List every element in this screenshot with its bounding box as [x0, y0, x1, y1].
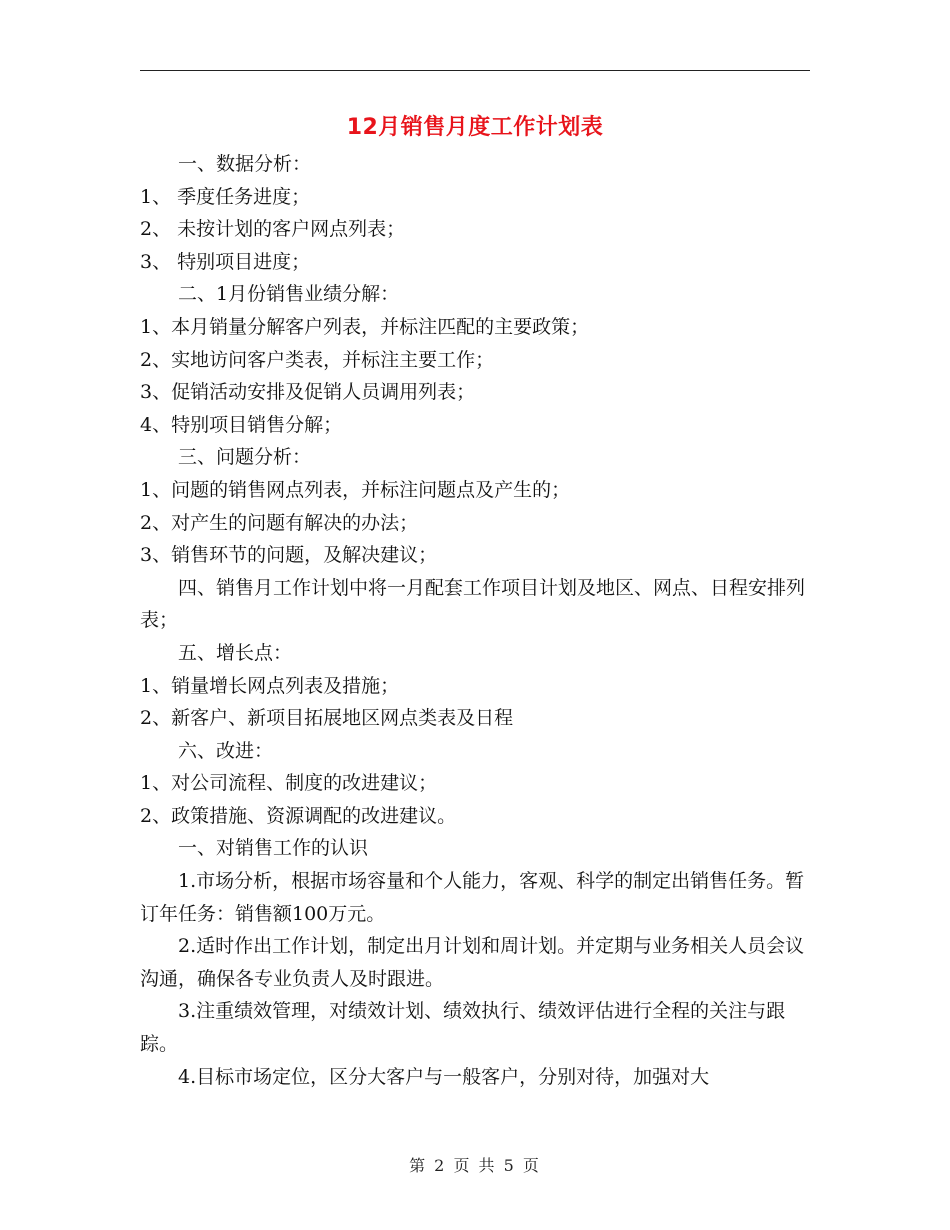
paragraph-line: 五、增长点：: [178, 641, 293, 664]
paragraph-line: 1、对公司流程、制度的改进建议；: [140, 772, 438, 795]
paragraph-line: 4.目标市场定位，区分大客户与一般客户，分别对待，加强对大: [178, 1065, 710, 1088]
paragraph-line: 3、促销活动安排及促销人员调用列表；: [140, 381, 476, 404]
paragraph-line: 一、对销售工作的认识: [178, 837, 369, 860]
paragraph-line: 四、销售月工作计划中将一月配套工作项目计划及地区、网点、日程安排列表；: [140, 576, 806, 632]
paragraph-line: 3、 特别项目进度；: [140, 250, 311, 273]
paragraph-line: 2、政策措施、资源调配的改进建议。: [140, 804, 457, 827]
paragraph-line: 2、新客户、新项目拓展地区网点类表及日程: [140, 707, 514, 730]
paragraph-line: 1、 季度任务进度；: [140, 185, 311, 208]
paragraph-line: 2、对产生的问题有解决的办法；: [140, 511, 419, 534]
header-rule: [140, 70, 810, 71]
paragraph-line: 1.市场分析，根据市场容量和个人能力，客观、科学的制定出销售任务。暂订年任务：销售额100万元。: [140, 870, 805, 925]
paragraph-line: 2、实地访问客户类表，并标注主要工作；: [140, 348, 495, 371]
page-footer: 第 2 页 共 5 页: [409, 1156, 541, 1175]
paragraph-line: 六、改进：: [178, 739, 274, 762]
paragraph-line: 3.注重绩效管理，对绩效计划、绩效执行、绩效评估进行全程的关注与跟踪。: [140, 1000, 786, 1056]
paragraph-line: 3、销售环节的问题，及解决建议；: [140, 544, 438, 567]
paragraph-line: 2.适时作出工作计划，制定出月计划和周计划。并定期与业务相关人员会议沟通，确保各专业负责人及时跟进。: [140, 935, 805, 990]
paragraph-line: 二、1月份销售业绩分解：: [178, 283, 400, 306]
paragraph-line: 1、销量增长网点列表及措施；: [140, 674, 400, 697]
document-body: [140, 148, 805, 1093]
paragraph-line: 2、 未按计划的客户网点列表；: [140, 218, 406, 241]
paragraph-line: 4、特别项目销售分解；: [140, 413, 343, 436]
paragraph-line: 1、问题的销售网点列表，并标注问题点及产生的；: [140, 478, 571, 501]
paragraph-line: 1、本月销量分解客户列表，并标注匹配的主要政策；: [140, 315, 590, 338]
paragraph-line: 三、问题分析：: [178, 446, 312, 469]
document-title: 12月销售月度工作计划表: [346, 115, 604, 140]
paragraph-line: 一、数据分析：: [178, 153, 312, 175]
